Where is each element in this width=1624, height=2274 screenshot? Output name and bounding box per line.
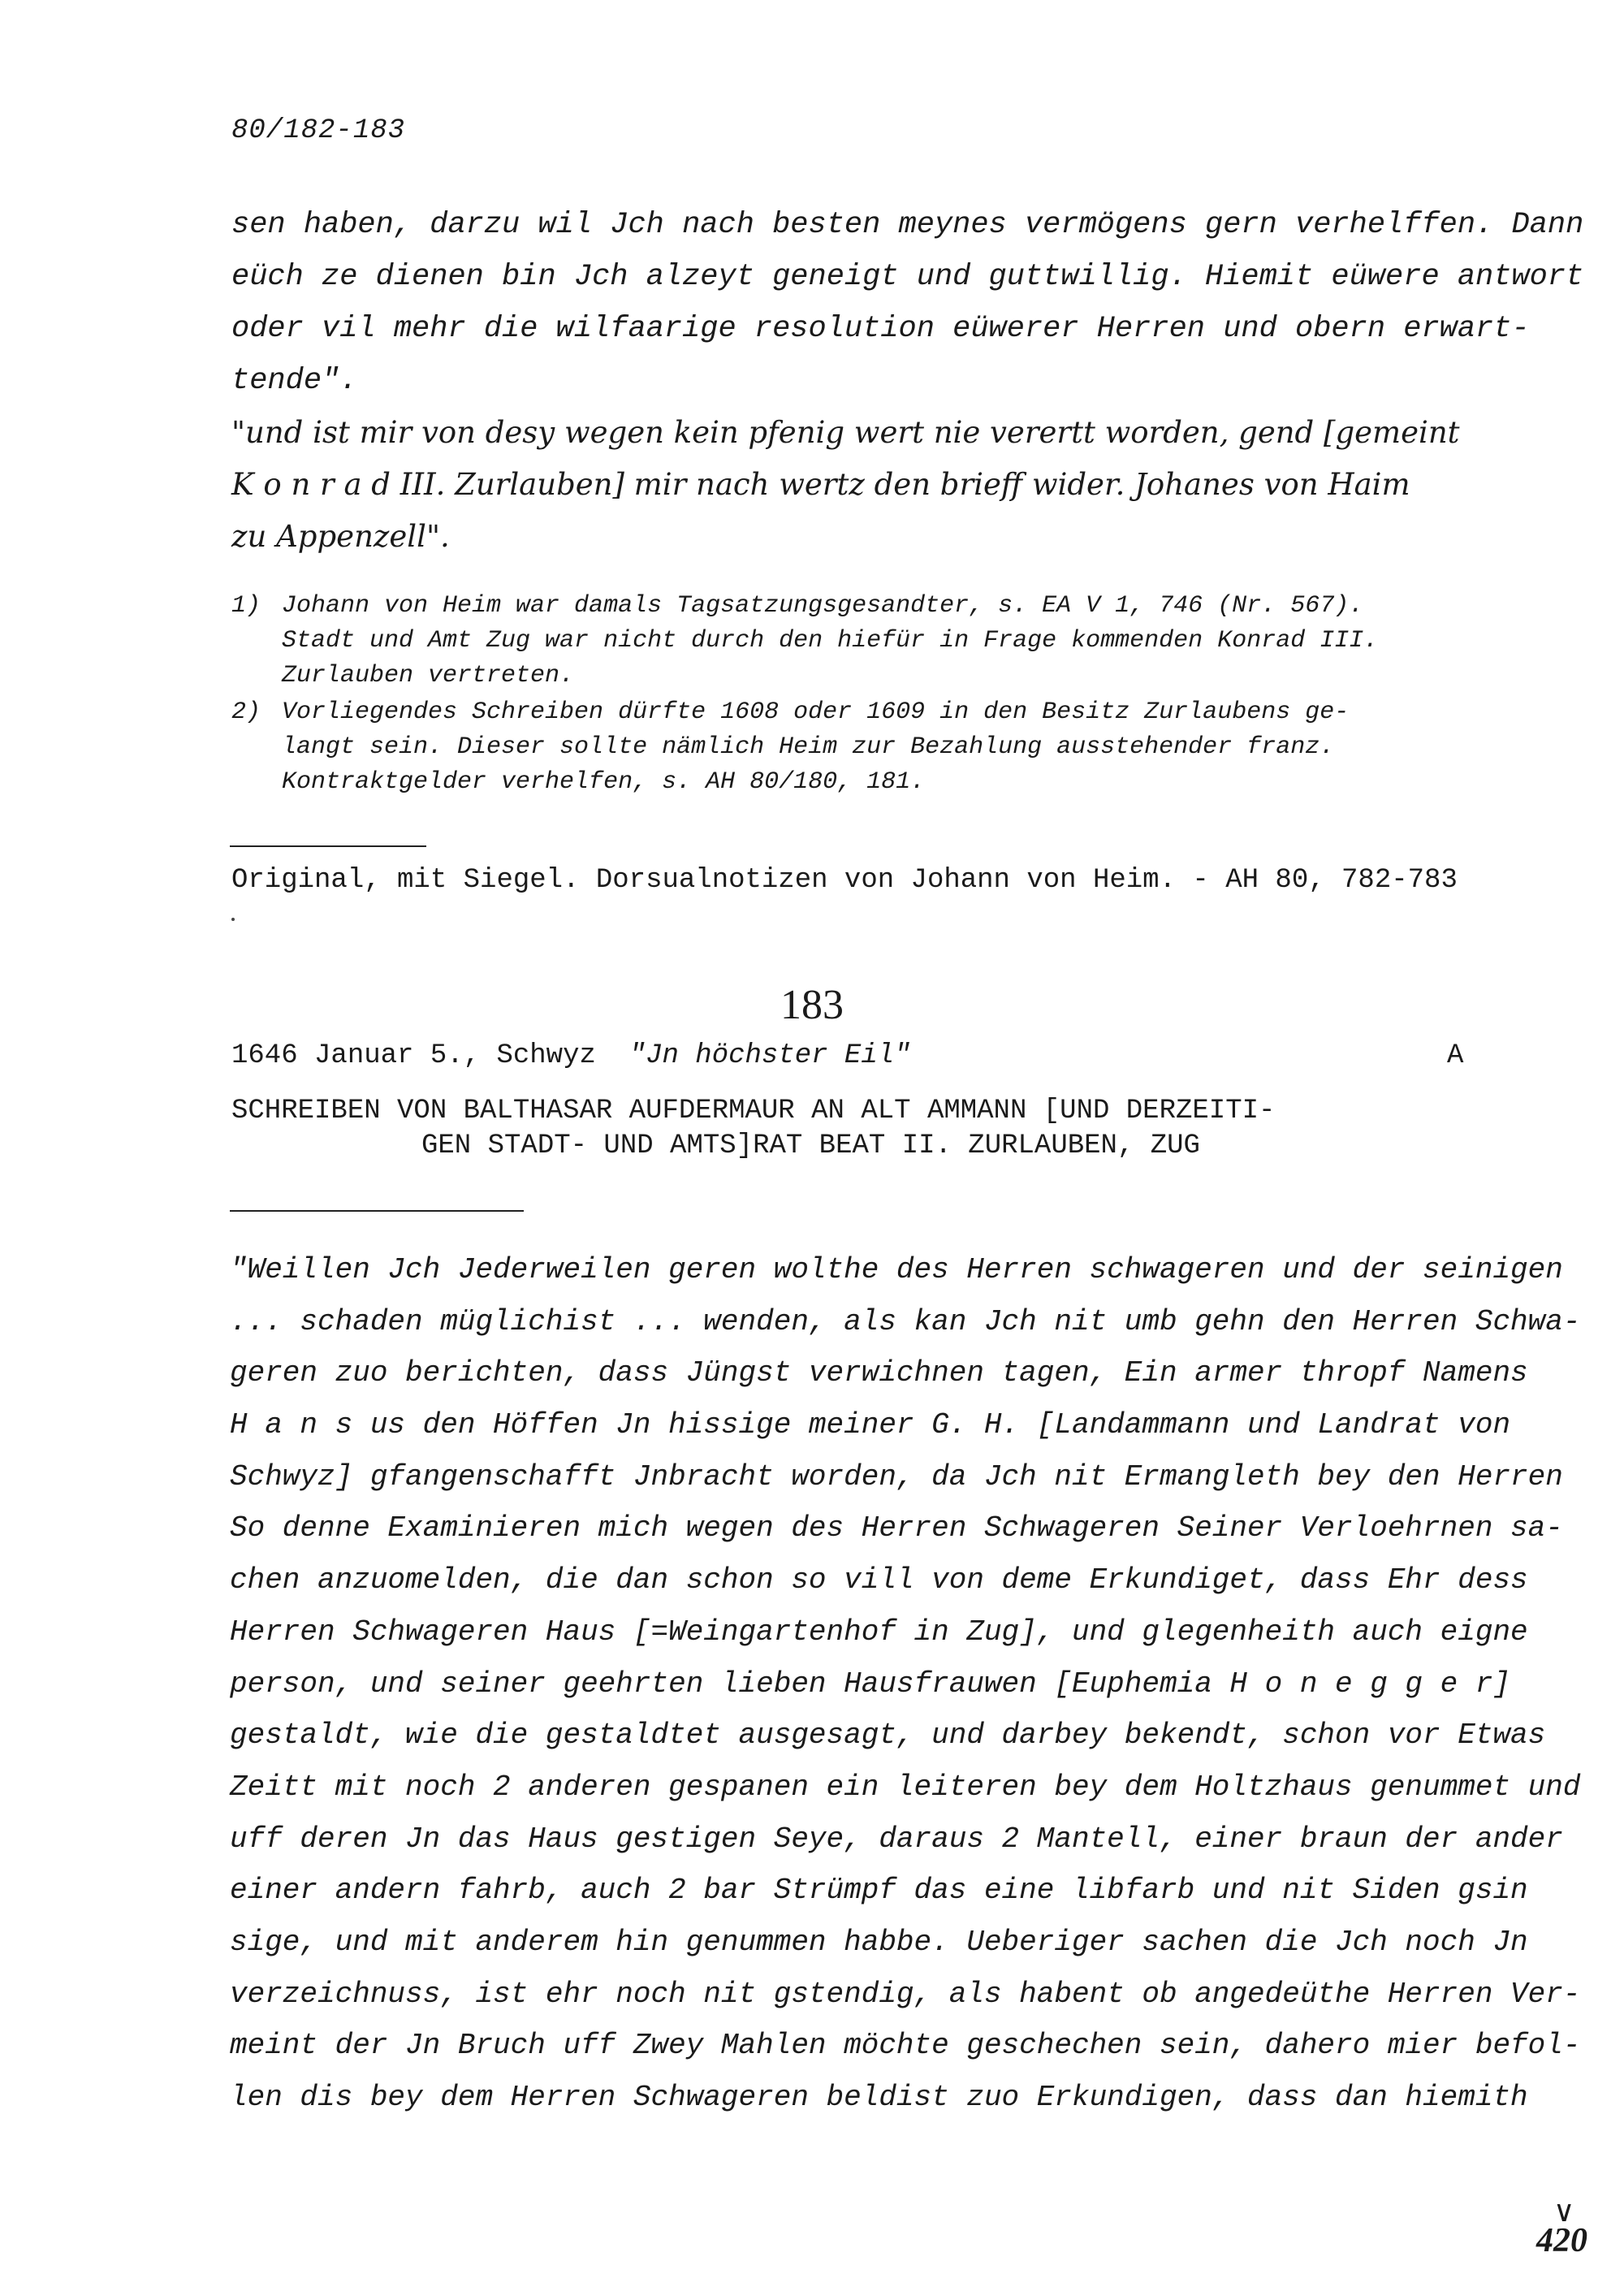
continuation-text [231,199,1584,563]
source-note: Original, mit Siegel. Dorsualnotizen von Johann von Heim. - AH 80, 782-783 [231,865,1458,896]
body-line: sige, und mit anderem hin genummen habbe. Ueberiger sachen die Jch noch Jn [230,1925,1528,1959]
body-line: "Weillen Jch Jederweilen geren wolthe des Herren schwageren und der seinigen [230,1253,1563,1286]
footnote-line: Vorliegendes Schreiben dürfte 1608 oder 1609 in den Besitz Zurlaubens ge- [282,698,1350,726]
page-number: 420 [1536,2222,1587,2259]
footnote-number: 1) [231,592,261,620]
footnote-number: 2) [231,698,261,726]
body-line: geren zuo berichten, dass Jüngst verwichnen tagen, Ein armer thropf Namens [230,1356,1528,1390]
footnote [231,695,1531,800]
footnote-line: langt sein. Dieser sollte nämlich Heim zur Bezahlung ausstehender franz. [282,733,1335,761]
urgency-note: "Jn höchster Eil" [628,1040,911,1071]
body-line: So denne Examinieren mich wegen des Herren Schwageren Seiner Verloehrnen sa- [230,1511,1563,1546]
section-divider [230,845,426,847]
footnote-line: Johann von Heim war damals Tagsatzungsgesandter, s. EA V 1, 746 (Nr. 567). [282,592,1364,620]
footnotes [231,589,1531,802]
body-line: ... schaden müglichist ... wenden, als kan Jch nit umb gehn den Herren Schwa- [230,1304,1581,1338]
footnote [231,589,1531,694]
body-line: len dis bey dem Herren Schwageren beldist zuo Erkundigen, dass dan hiemith [230,2081,1528,2114]
body-line: einer andern fahrb, auch 2 bar Strümpf das eine libfarb und nit Siden gsin [230,1874,1528,1908]
footnote-line: Zurlauben vertreten. [282,662,575,690]
check-mark-icon: ∨ [1553,2195,1575,2228]
body-line: chen anzuomelden, die dan schon so vill von deme Erkundiget, dass Ehr dess [230,1563,1528,1597]
date-line [231,1040,911,1071]
stray-mark [231,918,235,921]
body-line: person, und seiner geehrten lieben Hausfrauwen [Euphemia H o n e g g e r] [230,1667,1511,1701]
dorsal-line: zu Appenzell". [231,519,450,554]
footnote-line: Stadt und Amt Zug war nicht durch den hiefür in Frage kommenden Konrad III. [282,627,1379,655]
body-line: uff deren Jn das Haus gestigen Seye, daraus 2 Mantell, einer braun der ander [230,1822,1563,1856]
dorsal-line: "und ist mir von desy wegen kein pfenig wert nie verertt worden, gend [gemeint [231,415,1460,450]
body-line: gestaldt, wie die gestaldtet ausgesagt, und darbey bekendt, schon vor Etwas [230,1718,1546,1753]
text-line: tende". [231,364,358,398]
type-letter: A [1447,1040,1464,1071]
body-line: Zeitt mit noch 2 anderen gespanen ein leiteren bey dem Holtzhaus genummet und [230,1770,1581,1804]
date-place: 1646 Januar 5., Schwyz [231,1040,596,1071]
body-line: H a n s us den Höffen Jn hissige meiner G. H. [Landammann und Landrat von [230,1408,1511,1442]
text-line: oder vil mehr die wilfaarige resolution eüwerer Herren und obern erwart- [231,312,1530,346]
document-number: 183 [780,982,844,1028]
archive-reference: 80/182-183 [231,115,406,146]
letter-body [230,1244,1581,2124]
body-line: Schwyz] gfangenschafft Jnbracht worden, da Jch nit Ermangleth bey den Herren [230,1459,1563,1494]
title-divider [230,1210,524,1212]
document-title [231,1094,1275,1164]
dorsal-line: K o n r a d III. Zurlauben] mir nach wertz den brieff wider. Johanes von Haim [231,467,1410,502]
body-line: Herren Schwageren Haus [=Weingartenhof in Zug], und glegenheith auch eigne [230,1615,1528,1649]
title-line: GEN STADT- UND AMTS]RAT BEAT II. ZURLAUBEN, ZUG [421,1131,1200,1161]
title-line: SCHREIBEN VON BALTHASAR AUFDERMAUR AN ALT AMMANN [UND DERZEITI- [231,1096,1276,1126]
text-line: eüch ze dienen bin Jch alzeyt geneigt und guttwillig. Hiemit eüwere antwort [231,260,1584,294]
text-line: sen haben, darzu wil Jch nach besten meynes vermögens gern verhelffen. Dann [231,208,1584,242]
body-line: verzeichnuss, ist ehr noch nit gstendig, als habent ob angedeüthe Herren Ver- [230,1977,1581,2011]
body-line: meint der Jn Bruch uff Zwey Mahlen möchte geschechen sein, dahero mier befol- [230,2029,1581,2063]
footnote-line: Kontraktgelder verhelfen, s. AH 80/180, 181. [282,768,926,796]
